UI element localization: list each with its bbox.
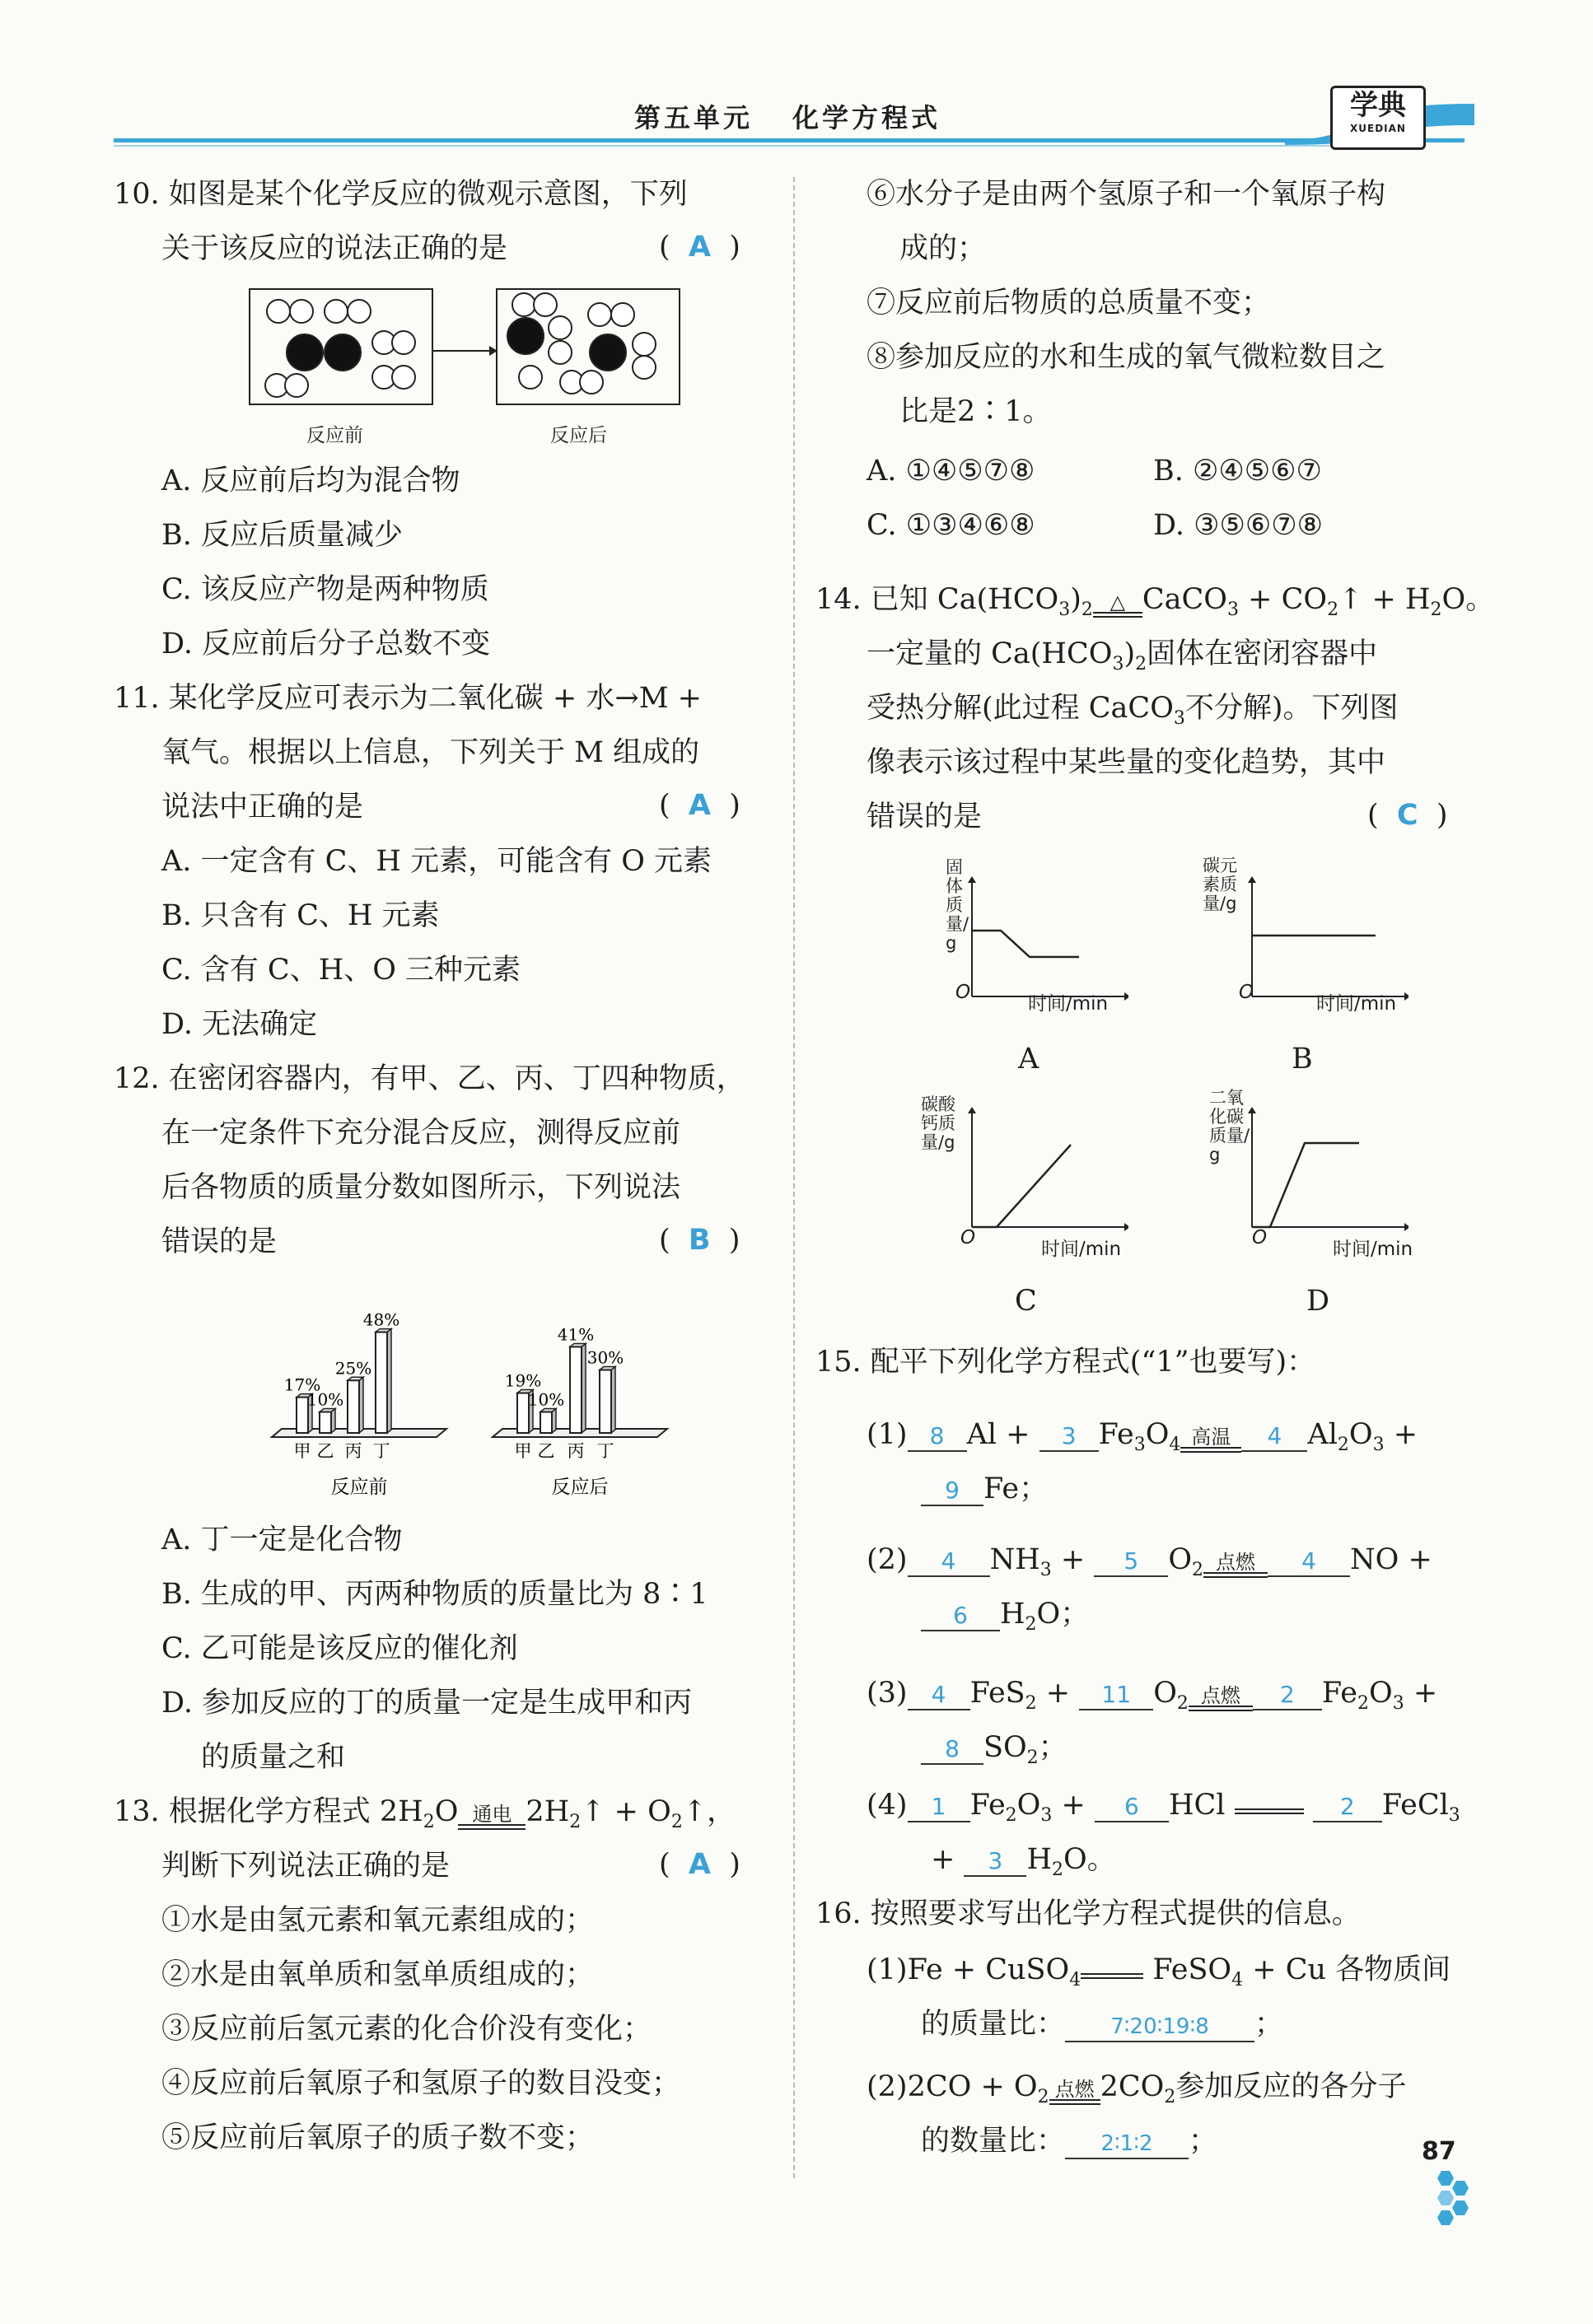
q13-answer-paren: ( A ) xyxy=(659,1848,740,1881)
q14-graph-d-ylabel: 二氧化碳质量/g xyxy=(1209,1088,1250,1164)
header-rule-thin xyxy=(114,145,1333,147)
q14-graph-d-title: D xyxy=(1306,1285,1330,1318)
q14-sub-3b: 3 xyxy=(1227,600,1239,620)
q10-stem-line1: 10. 如图是某个化学反应的微观示意图，下列 xyxy=(114,178,688,211)
q15-eq1-sub2: 2 xyxy=(1337,1435,1349,1455)
q16-p2a: (2)2CO + O xyxy=(867,2070,1038,2103)
q15-eq4-t1b: O xyxy=(1016,1789,1041,1822)
q13-item-7: ⑦反应前后物质的总质量不变； xyxy=(867,287,1271,320)
x-axis-arrow xyxy=(1124,1223,1128,1231)
q14-sub-2b: 2 xyxy=(1327,600,1339,620)
header-unit: 第五单元 xyxy=(634,102,754,133)
q14-graph-a-xlabel: 时间/min xyxy=(1028,993,1109,1015)
q16-p1-answer: 7∶20∶19∶8 xyxy=(1065,2013,1254,2042)
q15-eq1-line2 xyxy=(921,1471,1048,1507)
bar-chart-1 xyxy=(272,1310,446,1498)
q10-molecules-after xyxy=(507,293,656,394)
q10-option-c: C. 该反应产物是两种物质 xyxy=(161,573,489,606)
bar-value-label: 19% xyxy=(504,1370,542,1391)
q13-sub-2: 2 xyxy=(423,1812,435,1832)
q14-graph-b-ylabel: 碳元素质量/g xyxy=(1203,856,1237,913)
q15-eq4-sub3b: 3 xyxy=(1448,1805,1460,1826)
q15-eq4-blank1: 1 xyxy=(908,1793,970,1822)
q15-eq1-t7: Fe； xyxy=(983,1472,1049,1505)
q13-stem-d: ↑， xyxy=(682,1795,736,1828)
q12-stem-line3: 后各物质的质量分数如图所示，下列说法 xyxy=(161,1171,681,1204)
q15-eq2-blank2: 5 xyxy=(1094,1547,1168,1577)
q15-eq1-sub3: 3 xyxy=(1133,1435,1146,1455)
q14-graph-c-ylabel: 碳酸钙质量/g xyxy=(921,1094,955,1152)
q14-stem-c: + CO xyxy=(1239,583,1328,616)
bar-chart-title: 反应后 xyxy=(551,1477,609,1498)
q15-eq3-line2 xyxy=(921,1729,1067,1776)
q15-eq4-t1c: + xyxy=(1052,1789,1095,1822)
q15-eq3-blank1: 4 xyxy=(908,1681,970,1710)
q11-option-b: B. 只含有 C、H 元素 xyxy=(161,899,440,932)
q15-stem: 15. 配平下列化学方程式(“1”也要写)： xyxy=(815,1346,1316,1379)
page-number: 87 xyxy=(1422,2137,1456,2166)
x-axis-arrow xyxy=(1404,1223,1408,1231)
q15-eq2-t3: NO + xyxy=(1350,1543,1432,1576)
q12-option-d: D. 参加反应的丁的质量一定是生成甲和丙 xyxy=(161,1687,693,1720)
q16-p1-equals xyxy=(1081,1973,1143,1979)
q15-eq1-condition-text: 高温 xyxy=(1191,1426,1231,1449)
q13-option-d: D. ③⑤⑥⑦⑧ xyxy=(1153,509,1323,542)
q14-stem-e: O。 xyxy=(1441,583,1495,616)
q12-answer: B xyxy=(688,1224,711,1257)
q15-eq3-condition xyxy=(1189,1686,1253,1711)
q12-stem-line1: 12. 在密闭容器内，有甲、乙、丙、丁四种物质， xyxy=(114,1062,745,1095)
q15-eq1-num: (1) xyxy=(867,1418,908,1451)
y-axis-arrow xyxy=(968,876,976,883)
q16-sub4a: 4 xyxy=(1069,1970,1081,1990)
bar-value-label: 48% xyxy=(362,1309,400,1330)
q13-condition-text: 通电 xyxy=(472,1803,512,1826)
q14-stem-b: CaCO xyxy=(1142,583,1227,616)
q14-stem-line1: 14. 已知 $Ca(HCO_3)_2$ △ CaCO$_3$ + $CO_2↑ + H_2O$。 xyxy=(815,583,1495,620)
q14-stem-line4: 像表示该过程中某些量的变化趋势，其中 xyxy=(867,746,1386,779)
q10-stem-line2: 关于该反应的说法正确的是 xyxy=(161,232,508,265)
q16-p1-line2 xyxy=(921,2006,1283,2042)
q13-sub-2c: 2 xyxy=(670,1812,683,1832)
q15-eq3-sub3: 3 xyxy=(1392,1693,1404,1714)
q15-eq2-blank1: 4 xyxy=(908,1547,990,1577)
q10-option-a: A. 反应前后均为混合物 xyxy=(161,464,460,497)
q13-answer: A xyxy=(688,1848,711,1881)
q15-eq2-blank3: 4 xyxy=(1268,1547,1350,1577)
q10-caption-before: 反应前 xyxy=(306,425,363,446)
q15-eq4-t4: + xyxy=(931,1843,955,1876)
q11-answer: A xyxy=(688,789,711,822)
q13-option-b: B. ②④⑤⑥⑦ xyxy=(1153,455,1322,488)
q16-p2c: 参加反应的各分子 xyxy=(1175,2070,1407,2103)
q11-answer-paren: ( A ) xyxy=(659,789,740,822)
q14-condition-text: △ xyxy=(1109,590,1126,614)
q15-eq1-condition xyxy=(1180,1427,1241,1453)
q15-eq1-sub4: 4 xyxy=(1169,1435,1181,1455)
q14-graph-a-origin: O xyxy=(955,982,971,1003)
q14-graph-c-origin: O xyxy=(960,1227,976,1248)
q16-p1c: + Cu 各物质间 xyxy=(1243,1953,1451,1986)
q15-eq3-blank2: 11 xyxy=(1079,1681,1153,1710)
q10-option-d: D. 反应前后分子总数不变 xyxy=(161,628,491,660)
bar-chart-title: 反应前 xyxy=(330,1477,388,1498)
q15-eq2-line2 xyxy=(921,1596,1089,1643)
q15-eq3-t1b: + xyxy=(1036,1677,1080,1710)
q16-sub2b: 2 xyxy=(1164,2087,1176,2107)
q15-eq2-condition-text: 点燃 xyxy=(1216,1551,1256,1574)
q10-arrow xyxy=(433,346,498,356)
y-axis-arrow xyxy=(1248,876,1256,883)
q15-eq3-t1: FeS xyxy=(969,1677,1025,1710)
q14-stem-line5: 错误的是 xyxy=(867,800,983,833)
bar-category-label: 丁 xyxy=(596,1441,614,1461)
q15-eq3-sub2d: 2 xyxy=(1026,1748,1039,1768)
q14-sub-3a: 3 xyxy=(1058,600,1071,620)
q13-condition xyxy=(458,1804,526,1830)
q14-graph-a-title: A xyxy=(1018,1043,1039,1076)
q15-eq1-blank3: 4 xyxy=(1241,1422,1307,1452)
q10-molecules-before xyxy=(265,300,415,397)
q15-eq1-blank2: 3 xyxy=(1039,1422,1099,1452)
q15-eq4-equals xyxy=(1235,1808,1304,1814)
q16-p1a: (1)Fe + CuSO xyxy=(867,1953,1070,1986)
q15-eq2-t2: O xyxy=(1168,1543,1193,1576)
q15-eq3-t2: O xyxy=(1153,1677,1177,1710)
bar-value-label: 10% xyxy=(527,1389,565,1410)
q12-option-a: A. 丁一定是化合物 xyxy=(161,1524,403,1556)
q13-item-6: ⑥水分子是由两个氢原子和一个氧原子构 xyxy=(867,178,1386,211)
q13-item-8: ⑧参加反应的水和生成的氧气微粒数目之 xyxy=(867,341,1386,374)
q15-eq1-t1: Al + xyxy=(966,1418,1039,1451)
q15-eq1-t4: Al xyxy=(1307,1418,1338,1451)
q15-eq4-t1: Fe xyxy=(969,1789,1006,1822)
q14-stem-line2 xyxy=(867,636,1377,683)
q15-eq3-num: (3) xyxy=(867,1677,908,1710)
q13-item-1: ①水是由氢元素和氧元素组成的； xyxy=(161,1904,595,1937)
bar-value-label: 10% xyxy=(306,1389,344,1410)
q13-item-3: ③反应前后氢元素的化合价没有变化； xyxy=(161,2013,652,2046)
header-chapter: 化学方程式 xyxy=(792,102,941,133)
q11-stem-line3: 说法中正确的是 xyxy=(161,791,364,824)
q10-option-b: B. 反应后质量减少 xyxy=(161,519,403,552)
q15-eq1-line1 xyxy=(867,1416,1418,1463)
y-axis-arrow xyxy=(968,1107,976,1113)
q15-eq2-condition xyxy=(1203,1552,1268,1578)
q15-eq2-num: (2) xyxy=(867,1543,908,1576)
q15-eq3-t3c: + xyxy=(1404,1677,1438,1710)
bar-value-label: 25% xyxy=(334,1358,372,1379)
q13-stem-line1: 13. 根据化学方程式 $2H_2O$ 通电 $2H_2↑$ + $O_2↑$， xyxy=(114,1795,736,1832)
q14-condition xyxy=(1093,592,1142,618)
q15-eq2-sub3: 3 xyxy=(1039,1560,1052,1580)
q15-eq3-sub2b: 2 xyxy=(1176,1693,1189,1714)
q14-graph-b-origin: O xyxy=(1239,982,1254,1003)
q15-eq1-blank4: 9 xyxy=(921,1477,983,1506)
q15-eq4-blank4: 3 xyxy=(964,1847,1026,1877)
q15-eq4-t3: FeCl xyxy=(1381,1789,1449,1822)
q13-sub-2b: 2 xyxy=(569,1812,582,1832)
q12-stem-line2: 在一定条件下充分混合反应，测得反应前 xyxy=(161,1117,681,1150)
q15-eq3-line1 xyxy=(867,1675,1437,1722)
q14-answer: C xyxy=(1396,799,1418,832)
header-rule xyxy=(114,138,1465,142)
q15-eq2-sub2: 2 xyxy=(1192,1560,1204,1580)
q14-stem2b: ) xyxy=(1124,637,1136,670)
q14-graph-d-origin: O xyxy=(1252,1227,1268,1248)
q16-p1-line1 xyxy=(867,1952,1451,1999)
hexagon-decoration-icon xyxy=(1425,2168,1483,2233)
q15-eq1-t3: O xyxy=(1145,1418,1170,1451)
bar-category-label: 丙 xyxy=(344,1441,362,1461)
q15-eq3-blank3: 2 xyxy=(1253,1681,1322,1710)
q14-sub-2c: 2 xyxy=(1430,600,1442,620)
logo xyxy=(1330,86,1426,150)
bar-value-label: 30% xyxy=(586,1347,624,1368)
q10-answer: A xyxy=(688,231,711,264)
q15-eq3-sub2c: 2 xyxy=(1357,1693,1370,1714)
q16-sub4b: 4 xyxy=(1231,1970,1244,1990)
q15-eq4-blank2: 6 xyxy=(1095,1793,1169,1822)
bar-category-label: 乙 xyxy=(316,1441,334,1461)
q15-eq2-t1b: + xyxy=(1051,1543,1095,1576)
bar-category-label: 甲 xyxy=(293,1441,311,1461)
q15-eq4-sub2: 2 xyxy=(1005,1805,1017,1826)
q16-stem: 16. 按照要求写出化学方程式提供的信息。 xyxy=(815,1897,1361,1930)
q13-stem-a: 13. 根据化学方程式 2H xyxy=(114,1795,423,1828)
q13-item-5: ⑤反应前后氧原子的质子数不变； xyxy=(161,2121,595,2154)
bar-丁 xyxy=(600,1367,615,1434)
bar-乙 xyxy=(540,1409,556,1434)
q15-eq3-blank4: 8 xyxy=(921,1735,983,1765)
q14-stem2c: 固体在密闭容器中 xyxy=(1147,637,1378,670)
q13-option-c: C. ①③④⑥⑧ xyxy=(867,509,1035,542)
bar-丁 xyxy=(376,1329,391,1433)
q13-item-4: ④反应前后氧原子和氢原子的数目没变； xyxy=(161,2067,681,2100)
q16-p2e: ； xyxy=(1189,2125,1218,2158)
q14-graph-d-xlabel: 时间/min xyxy=(1333,1239,1413,1260)
q15-eq2-t4: H xyxy=(1000,1598,1025,1631)
header-title xyxy=(634,97,980,135)
q15-eq1-blank1: 8 xyxy=(908,1422,967,1452)
q16-p1b: FeSO xyxy=(1152,1953,1232,1986)
q12-option-b: B. 生成的甲、丙两种物质的质量比为 8∶1 xyxy=(161,1578,708,1611)
q15-eq1-t6: + xyxy=(1384,1418,1418,1451)
q14-stem-line3 xyxy=(867,690,1399,737)
logo-sub: XUEDIAN xyxy=(1350,123,1406,134)
bar-乙 xyxy=(320,1409,335,1434)
q12-option-c: C. 乙可能是该反应的催化剂 xyxy=(161,1632,518,1665)
q13-item-2: ②水是由氧单质和氢单质组成的； xyxy=(161,1958,595,1991)
bar-丙 xyxy=(348,1377,363,1433)
q12-stem-line4: 错误的是 xyxy=(161,1225,278,1258)
q15-eq1-t2: Fe xyxy=(1098,1418,1134,1451)
q11-stem-line1: 11. 某化学反应可表示为二氧化碳 + 水→M + xyxy=(114,682,702,715)
q16-p2d: 的数量比： xyxy=(921,2125,1066,2158)
logo-main: 学典 xyxy=(1350,89,1406,122)
q15-eq4-line2 xyxy=(931,1841,1116,1888)
q11-stem-line2: 氧气。根据以上信息，下列关于 M 组成的 xyxy=(161,736,700,769)
q16-p1e: ； xyxy=(1254,2008,1284,2041)
q14-stem-d: ↑ + H xyxy=(1338,583,1431,616)
q15-eq2-t4b: O； xyxy=(1036,1598,1090,1631)
q12-answer-paren: ( B ) xyxy=(659,1224,740,1257)
q15-eq1-sub3b: 3 xyxy=(1372,1435,1385,1455)
q15-eq2-t1: NH xyxy=(989,1543,1040,1576)
x-axis-arrow xyxy=(1124,992,1128,1001)
series-line xyxy=(1252,1143,1359,1227)
q15-eq4-t5: H xyxy=(1026,1843,1052,1876)
bar-category-label: 丁 xyxy=(372,1441,390,1461)
series-line xyxy=(972,1145,1071,1227)
q14-graph-b-xlabel: 时间/min xyxy=(1316,993,1397,1015)
bar-chart-2 xyxy=(493,1324,667,1498)
q15-eq4-t5b: O。 xyxy=(1063,1843,1116,1876)
q15-eq2-line1 xyxy=(867,1542,1432,1589)
q16-p2-condition xyxy=(1049,2079,1100,2105)
bar-category-label: 乙 xyxy=(537,1441,555,1461)
q16-sub2a: 2 xyxy=(1037,2087,1049,2107)
q13-stem-c: ↑ + O xyxy=(581,1795,671,1828)
q14-stem2: 一定量的 Ca(HCO xyxy=(867,637,1113,670)
q14-stem3b: 不分解)。下列图 xyxy=(1184,692,1399,725)
bar-category-label: 丙 xyxy=(567,1441,585,1461)
q14-sub-2d: 2 xyxy=(1135,654,1147,674)
q14-sub-3c: 3 xyxy=(1112,654,1124,674)
q14-graph-c-xlabel: 时间/min xyxy=(1041,1239,1122,1260)
q15-eq2-blank4: 6 xyxy=(921,1602,1000,1631)
q11-option-d: D. 无法确定 xyxy=(161,1008,318,1041)
q16-p2-answer: 2∶1∶2 xyxy=(1065,2130,1189,2159)
q15-eq1-t5: O xyxy=(1348,1418,1373,1451)
q14-sub-3d: 3 xyxy=(1173,708,1185,729)
q15-eq4-line1 xyxy=(867,1787,1460,1834)
q10-caption-after: 反应后 xyxy=(550,425,607,446)
q16-p2b: 2CO xyxy=(1100,2070,1165,2103)
q15-eq4-num: (4) xyxy=(867,1789,908,1822)
q14-graph-c-title: C xyxy=(1015,1285,1037,1318)
q15-eq4-t2: HCl xyxy=(1168,1789,1226,1822)
q15-eq4-blank3: 2 xyxy=(1313,1793,1382,1822)
q14-answer-paren: ( C ) xyxy=(1367,799,1448,832)
q12-bar-charts xyxy=(264,1281,692,1511)
q14-stem-a: 14. 已知 Ca(HCO xyxy=(815,583,1059,616)
q16-p2-line1 xyxy=(867,2069,1406,2116)
bar-value-label: 17% xyxy=(283,1374,321,1395)
q11-option-a: A. 一定含有 C、H 元素，可能含有 O 元素 xyxy=(161,845,712,878)
q15-eq4-sub2b: 2 xyxy=(1052,1860,1063,1880)
q14-sub-2a: 2 xyxy=(1081,600,1093,620)
bar-丙 xyxy=(570,1343,586,1433)
q15-eq2-sub2b: 2 xyxy=(1025,1614,1037,1635)
q16-p1d: 的质量比： xyxy=(921,2008,1066,2041)
q11-option-c: C. 含有 C、H、O 三种元素 xyxy=(161,954,521,987)
q15-eq3-t3b: O xyxy=(1369,1677,1393,1710)
bar-value-label: 41% xyxy=(557,1324,595,1345)
q13-stem-b: 2H xyxy=(526,1795,570,1828)
q15-eq3-t3: Fe xyxy=(1321,1677,1358,1710)
column-divider xyxy=(793,177,795,2178)
q13-stem-line2: 判断下列说法正确的是 xyxy=(161,1850,451,1883)
q15-eq3-t4: SO xyxy=(983,1731,1027,1764)
bar-category-label: 甲 xyxy=(514,1441,532,1461)
q14-graph-a-ylabel: 固体质量/g xyxy=(946,857,969,953)
series-line xyxy=(972,931,1079,957)
q15-eq4-sub3: 3 xyxy=(1040,1805,1053,1826)
q13-item-8-cont: 比是2∶1。 xyxy=(899,395,1052,428)
q15-eq3-t4b: ； xyxy=(1038,1731,1067,1764)
q13-item-6-cont: 成的； xyxy=(899,232,987,265)
q15-eq3-condition-text: 点燃 xyxy=(1200,1684,1240,1707)
q14-graph-b-title: B xyxy=(1292,1043,1313,1076)
q16-p2-line2 xyxy=(921,2123,1217,2159)
q10-micro-diagram xyxy=(245,285,682,408)
x-axis-arrow xyxy=(1404,992,1408,1001)
q14-stem3: 受热分解(此过程 CaCO xyxy=(867,692,1174,725)
q15-eq3-sub2: 2 xyxy=(1025,1693,1037,1714)
q12-option-d-cont: 的质量之和 xyxy=(201,1741,346,1774)
q16-p2-condition-text: 点燃 xyxy=(1054,2078,1095,2101)
q10-answer-paren: ( A ) xyxy=(659,231,740,264)
q13-option-a: A. ①④⑤⑦⑧ xyxy=(867,455,1035,488)
